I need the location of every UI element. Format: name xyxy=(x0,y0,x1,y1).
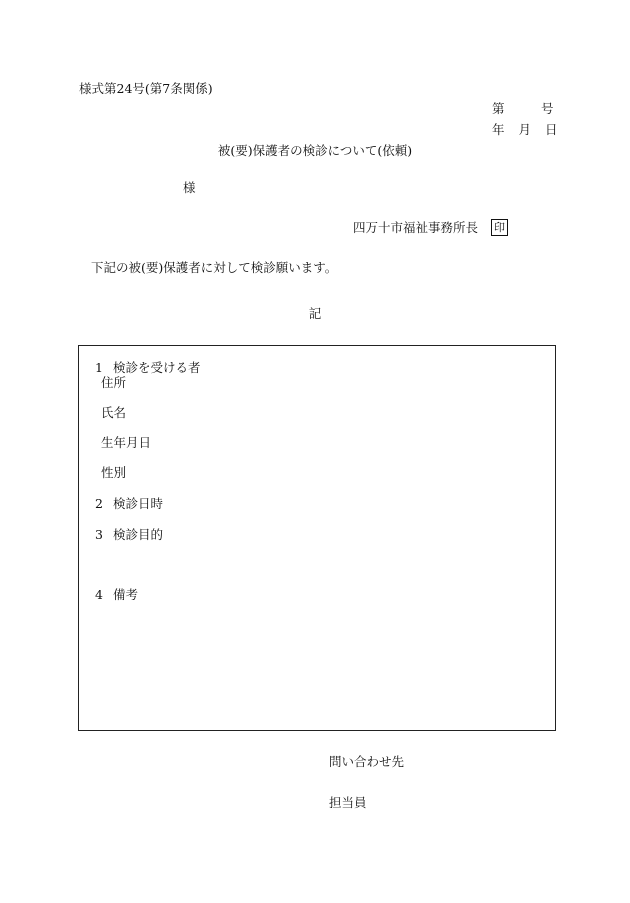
name-label: 氏名 xyxy=(101,405,127,420)
staff-label: 担当員 xyxy=(329,795,367,810)
request-body-text: 下記の被(要)保護者に対して検診願います。 xyxy=(91,260,338,275)
issuer-name: 四万十市福祉事務所長 xyxy=(353,220,479,235)
item-2 xyxy=(95,498,163,511)
item-2-number: 2 xyxy=(95,496,103,511)
date-of-birth-label: 生年月日 xyxy=(101,435,152,450)
date-month-label: 月 xyxy=(518,122,532,137)
item-1 xyxy=(95,362,201,375)
item-4-number: 4 xyxy=(95,587,103,602)
item-3-label: 検診目的 xyxy=(113,527,164,542)
form-number: 様式第24号(第7条関係) xyxy=(79,81,213,96)
ki-heading: 記 xyxy=(308,306,322,321)
recipient-honorific: 様 xyxy=(183,180,196,195)
item-4-label: 備考 xyxy=(113,587,139,602)
item-2-label: 検診日時 xyxy=(113,496,164,511)
item-1-label: 検診を受ける者 xyxy=(113,360,201,375)
reference-number-suffix: 号 xyxy=(541,101,554,116)
reference-number-label: 第 xyxy=(492,101,505,116)
gender-label: 性別 xyxy=(101,465,127,480)
item-1-number: 1 xyxy=(95,360,103,375)
date-line xyxy=(492,124,558,137)
date-year-label: 年 xyxy=(492,122,505,137)
details-box xyxy=(78,345,556,731)
date-day-label: 日 xyxy=(545,122,558,137)
document-title: 被(要)保護者の検診について(依頼) xyxy=(217,143,413,158)
contact-label: 問い合わせ先 xyxy=(329,754,405,769)
seal-mark: 印 xyxy=(491,219,508,236)
item-3-number: 3 xyxy=(95,527,103,542)
address-label: 住所 xyxy=(101,375,127,390)
item-3 xyxy=(95,529,163,542)
item-4 xyxy=(95,589,138,602)
